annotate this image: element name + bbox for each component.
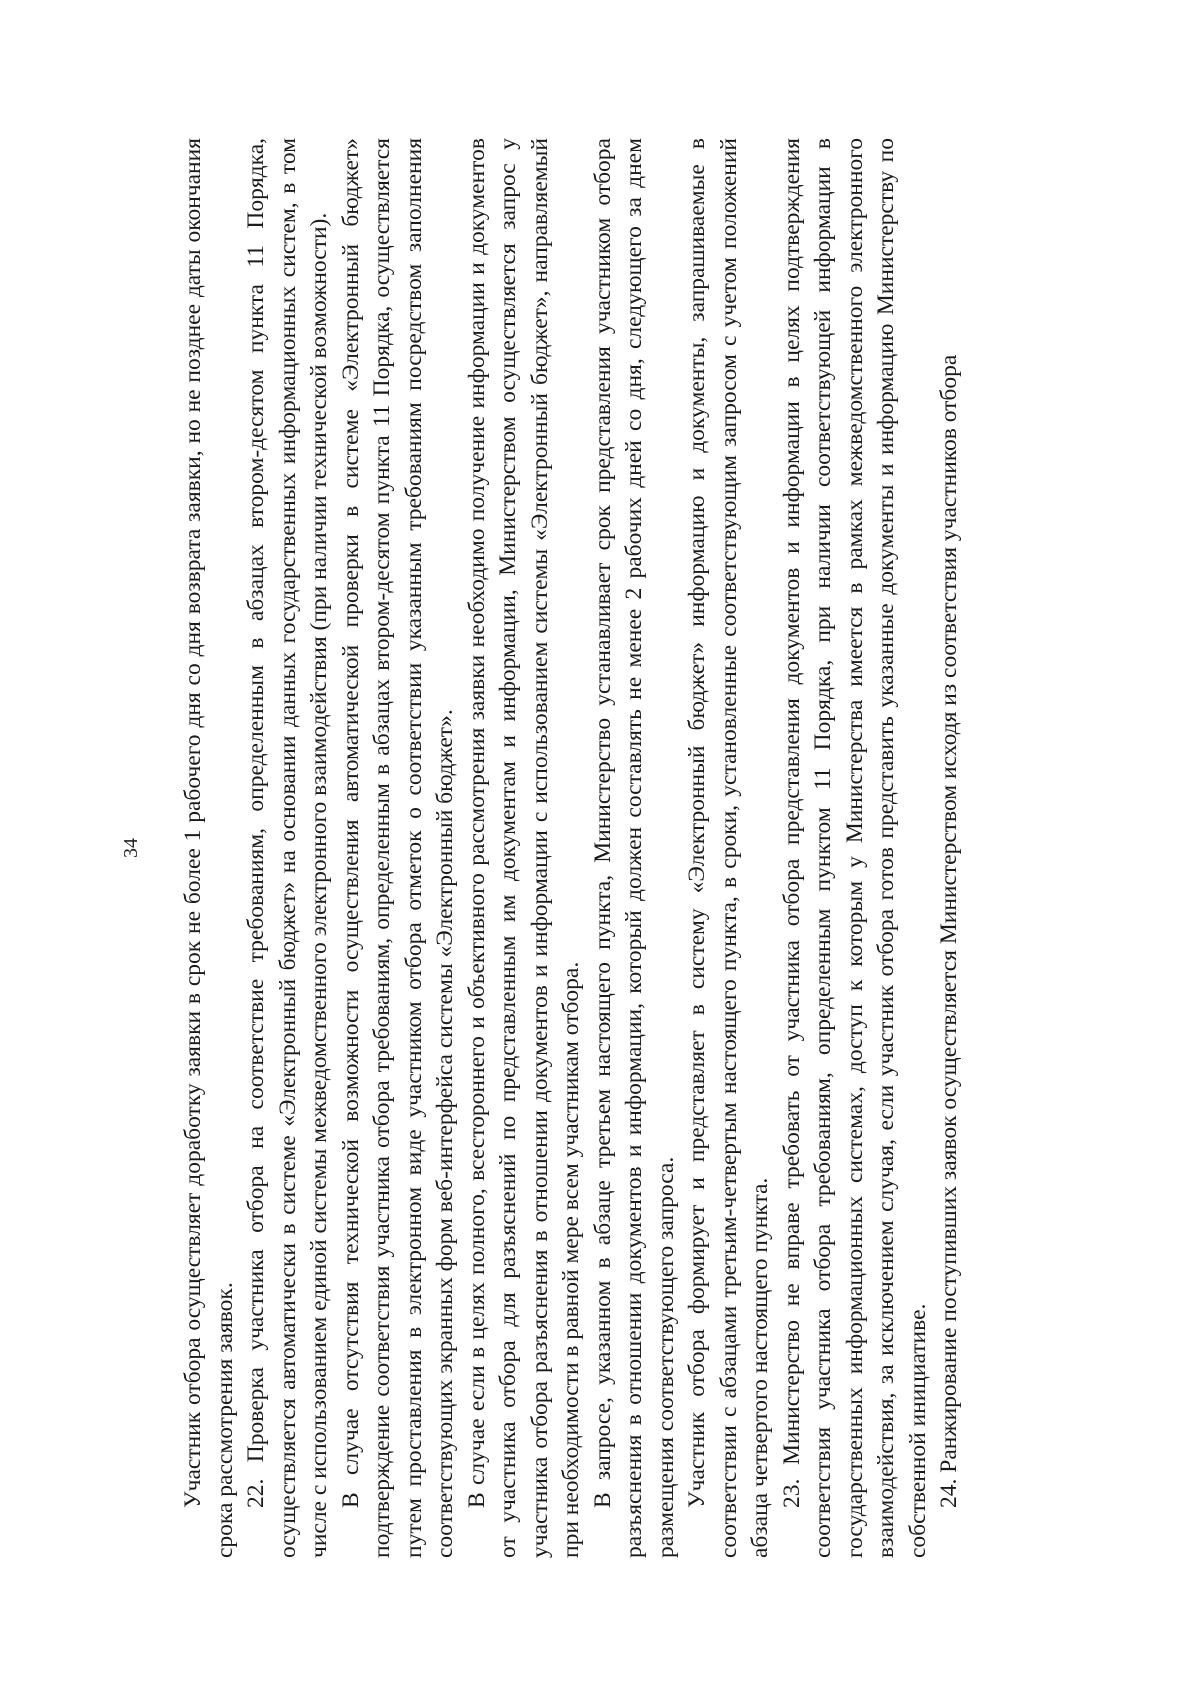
paragraph-2: 22. Проверка участника отбора на соответствие требованиям, определенным в абзацах втором-десятом пункта 11 Порядка, осуществляется автоматически в системе «Электронный бюджет» на основании данных государственных информационных систем, в том числе с использованием единой системы межведомственного электронного взаимодействия (при наличии технической возможности). (243, 138, 332, 1558)
paragraph-8: 24. Ранжирование поступивших заявок осуществляется Министерством исходя из соответствия участников отбора (936, 354, 962, 1508)
paragraph-7: 23. Министерство не вправе требовать от участника отбора представления документов и информации в целях подтверждения соответствия участника отбора требованиям, определенным пунктом 11 Порядка, при наличии соответствующей информации в государственных информационных системах, доступ к которым у Министерства имеется в рамках межведомственного электронного взаимодействия, за исключением случая, если участник отбора готов представить указанные документы и информацию Министерству по собственной инициативе. (778, 138, 931, 1558)
paragraph-4: В случае если в целях полного, всестороннего и объективного рассмотрения заявки необходимо получение информации и документов от участника отбора для разъяснений по представленным им документам и информации, Министерством осуществляется запрос у участника отбора разъяснения в отношении документов и информации с использованием системы «Электронный бюджет», направляемый при необходимости в равной мере всем участникам отбора. (463, 138, 584, 1558)
page-number: 34 (120, 838, 142, 858)
paragraph-5: В запросе, указанном в абзаце третьем настоящего пункта, Министерство устанавливает срок представления участником отбора разъяснения в отношении документов и информации, который должен составлять не менее 2 рабочих дней со дня, следующего за днем размещения соответствующего запроса. (589, 138, 679, 1558)
rotated-content (100, 108, 1100, 1588)
document-text (178, 138, 966, 1558)
paragraph-1: Участник отбора осуществляет доработку заявки в срок не более 1 рабочего дня со дня возврата заявки, но не позднее даты окончания срока рассмотрения заявок. (180, 138, 238, 1558)
paragraph-6: Участник отбора формирует и представляет в систему «Электронный бюджет» информацию и документы, запрашиваемые в соответствии с абзацами третьим-четвертым настоящего пункта, в сроки, установленные соответствующим запросом с учетом положений абзаца четвертого настоящего пункта. (684, 138, 773, 1558)
paragraph-3: В случае отсутствия технической возможности осуществления автоматической проверки в системе «Электронный бюджет» подтверждение соответствия участника отбора требованиям, определенным в абзацах втором-десятом пункта 11 Порядка, осуществляется путем проставления в электронном виде участником отбора отметок о соответствии указанным требованиям посредством заполнения соответствующих экранных форм веб-интерфейса системы «Электронный бюджет». (337, 138, 458, 1558)
